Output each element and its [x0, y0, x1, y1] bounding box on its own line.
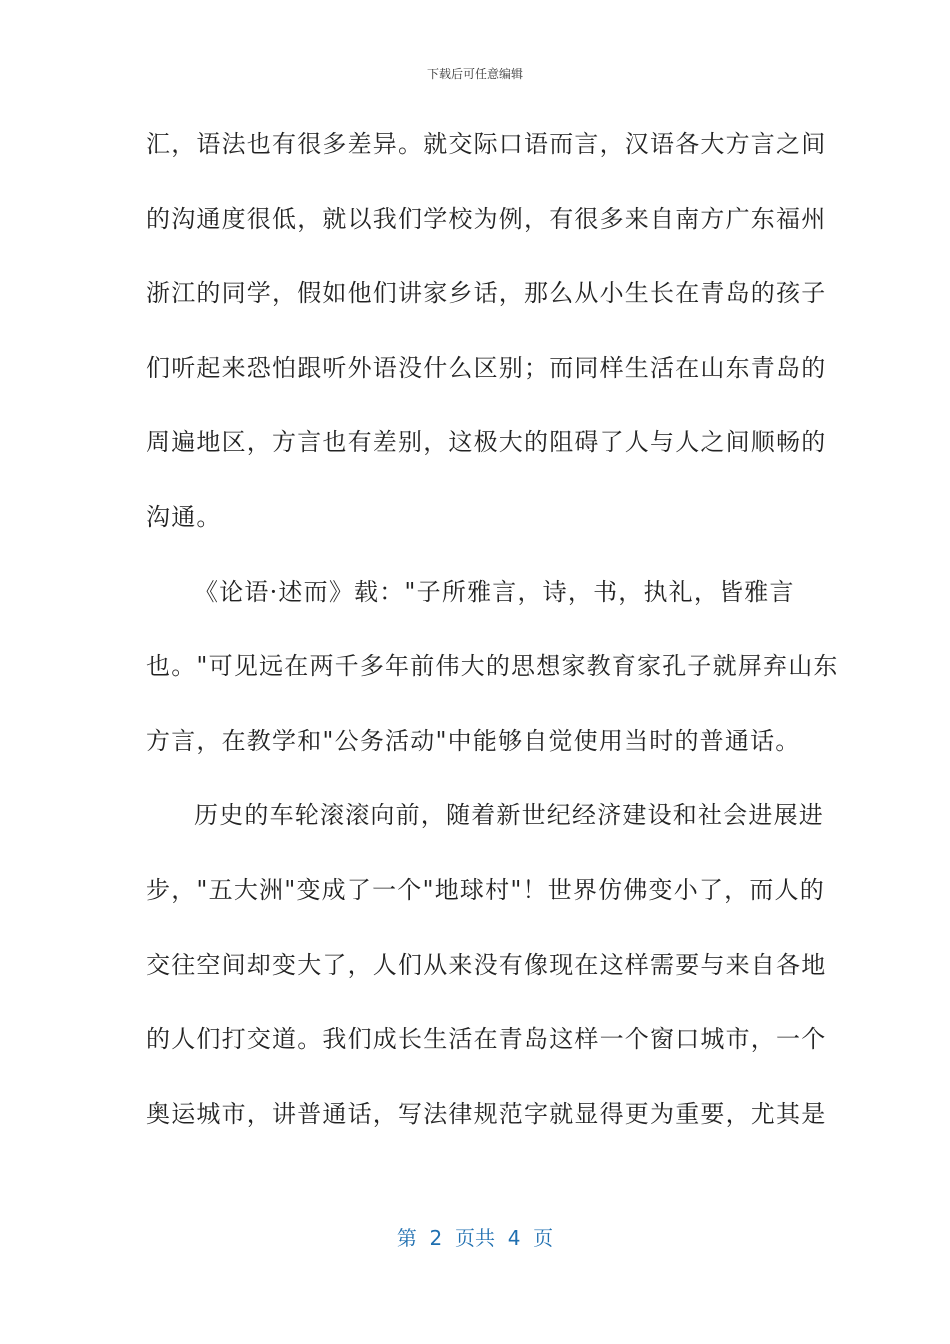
- text-line: 们听起来恐怕跟听外语没什么区别；而同样生活在山东青岛的: [146, 353, 827, 382]
- text-line: 周遍地区，方言也有差别，这极大的阻碍了人与人之间顺畅的: [146, 428, 827, 457]
- text-line: 交往空间却变大了，人们从来没有像现在这样需要与来自各地: [146, 950, 827, 979]
- paragraph-start-line: 历史的车轮滚滚向前，随着新世纪经济建设和社会进展进: [194, 801, 824, 830]
- text-line: 步，"五大洲"变成了一个"地球村"！世界仿佛变小了，而人的: [146, 875, 825, 904]
- text-line: 沟通。: [146, 502, 222, 531]
- text-line: 的人们打交道。我们成长生活在青岛这样一个窗口城市，一个: [146, 1025, 827, 1054]
- page-number-footer: 第 2 页共 4 页: [396, 1226, 554, 1250]
- text-line: 的沟通度很低，就以我们学校为例，有很多来自南方广东福州: [146, 204, 827, 233]
- text-line: 也。"可见远在两千多年前伟大的思想家教育家孔子就屏弃山东: [146, 652, 839, 681]
- text-line: 浙江的同学，假如他们讲家乡话，那么从小生长在青岛的孩子: [146, 279, 827, 308]
- text-line: 汇，语法也有很多差异。就交际口语而言，汉语各大方言之间: [146, 130, 827, 158]
- paragraph-start-line: 《论语·述而》载："子所雅言，诗，书，执礼，皆雅言: [194, 577, 795, 606]
- page-header-note: 下载后可任意编辑: [426, 67, 523, 81]
- document-body: [146, 124, 839, 1168]
- text-line: 奥运城市，讲普通话，写法律规范字就显得更为重要，尤其是: [146, 1099, 827, 1128]
- text-line: 方言，在教学和"公务活动"中能够自觉使用当时的普通话。: [146, 726, 801, 755]
